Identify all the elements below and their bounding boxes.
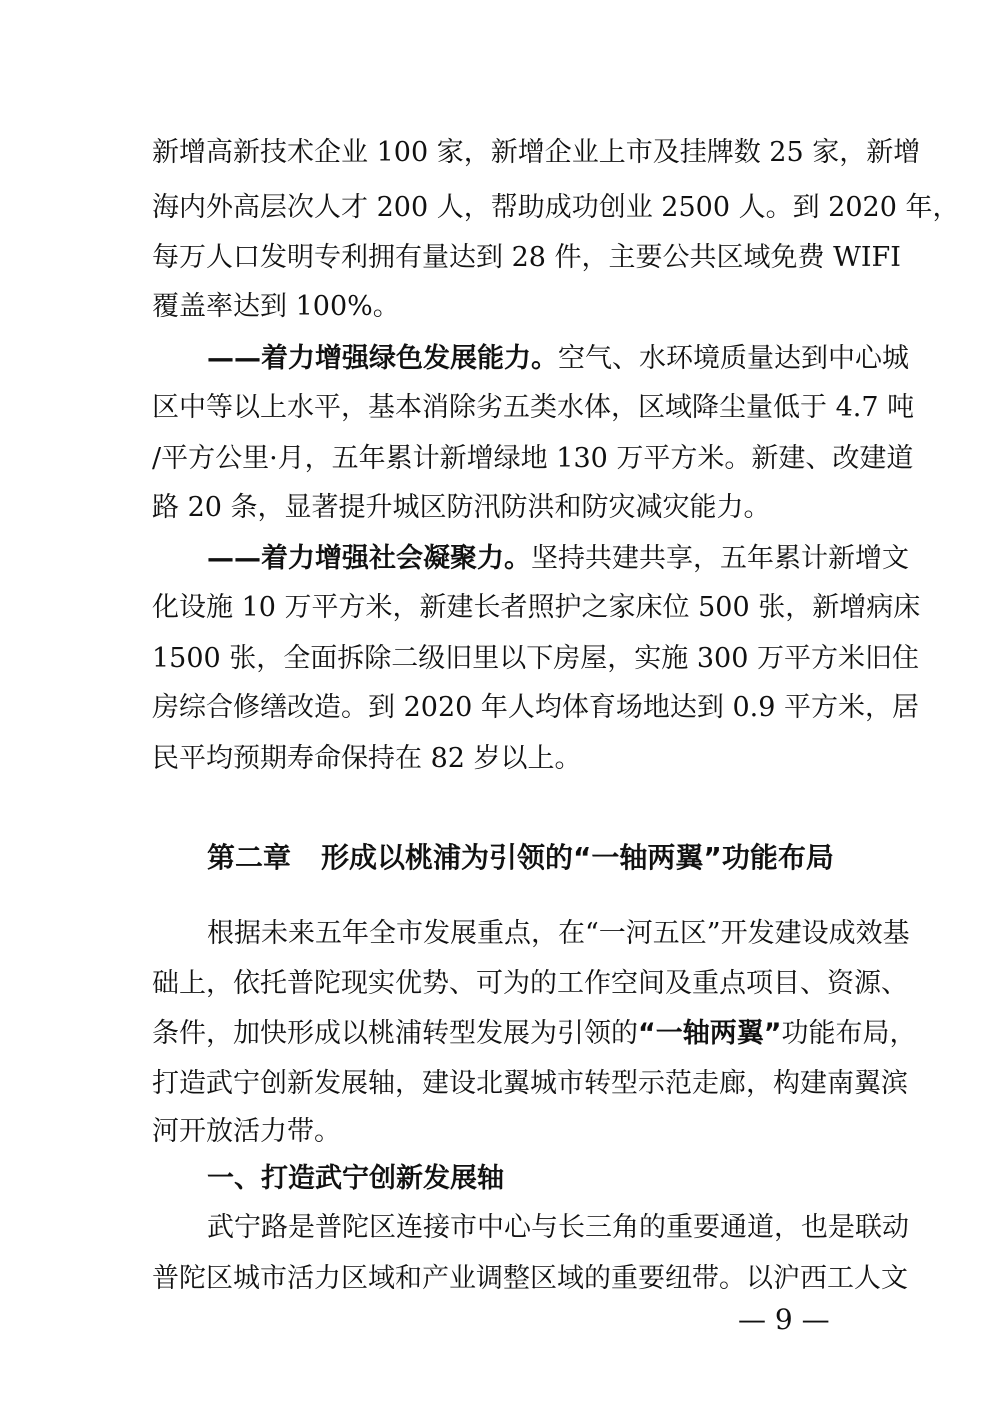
para4-line-2: 础上，依托普陀现实优势、可为的工作空间及重点项目、资源、 [152, 968, 908, 999]
para4-line-4: 打造武宁创新发展轴，建设北翼城市转型示范走廊，构建南翼滨 [152, 1068, 908, 1099]
para2-line-2: 区中等以上水平，基本消除劣五类水体，区域降尘量低于 4.7 吨 [152, 392, 915, 423]
para2-line-1 [207, 341, 909, 377]
para1-line-3: 每万人口发明专利拥有量达到 28 件，主要公共区域免费 WIFI [152, 242, 901, 273]
para2-first-rest: 空气、水环境质量达到中心城 [558, 343, 909, 374]
para4-line-1: 根据未来五年全市发展重点，在“一河五区”开发建设成效基 [207, 918, 910, 949]
para2-line-3: /平方公里·月，五年累计新增绿地 130 万平方米。新建、改建道 [152, 443, 914, 474]
para5-line-1: 武宁路是普陀区连接市中心与长三角的重要通道，也是联动 [207, 1212, 909, 1243]
para3-lead: ——着力增强社会凝聚力。 [207, 543, 531, 574]
para1-line-1: 新增高新技术企业 100 家，新增企业上市及挂牌数 25 家，新增 [152, 137, 921, 168]
para3-line-2: 化设施 10 万平方米，新建长者照护之家床位 500 张，新增病床 [152, 592, 921, 623]
para2-line-4: 路 20 条，显著提升城区防汛防洪和防灾减灾能力。 [152, 492, 771, 523]
para5-line-2: 普陀区城市活力区域和产业调整区域的重要纽带。以沪西工人文 [152, 1263, 908, 1294]
para3-line-5: 民平均预期寿命保持在 82 岁以上。 [152, 743, 582, 774]
page-number: — 9 — [738, 1303, 830, 1336]
chapter-title: 形成以桃浦为引领的“一轴两翼”功能布局 [321, 841, 834, 874]
para3-line-1 [207, 541, 909, 577]
para4-line3-pre: 条件，加快形成以桃浦转型发展为引领的 [152, 1018, 638, 1049]
para4-line3-post: 功能布局， [781, 1018, 917, 1049]
para4-line3-bold: “一轴两翼” [638, 1018, 782, 1049]
para1-line-2: 海内外高层次人才 200 人，帮助成功创业 2500 人。到 2020 年， [152, 192, 960, 223]
para4-line-3 [152, 1016, 917, 1052]
para1-line-4: 覆盖率达到 100%。 [152, 291, 400, 322]
para3-line-4: 房综合修缮改造。到 2020 年人均体育场地达到 0.9 平方米，居 [152, 692, 919, 723]
para2-lead: ——着力增强绿色发展能力。 [207, 343, 558, 374]
chapter-heading [207, 840, 834, 876]
para3-first-rest: 坚持共建共享，五年累计新增文 [531, 543, 909, 574]
section-heading: 一、打造武宁创新发展轴 [207, 1163, 504, 1194]
para3-line-3: 1500 张，全面拆除二级旧里以下房屋，实施 300 万平方米旧住 [152, 643, 919, 674]
chapter-number: 第二章 [207, 841, 292, 874]
para4-line-5: 河开放活力带。 [152, 1116, 341, 1147]
